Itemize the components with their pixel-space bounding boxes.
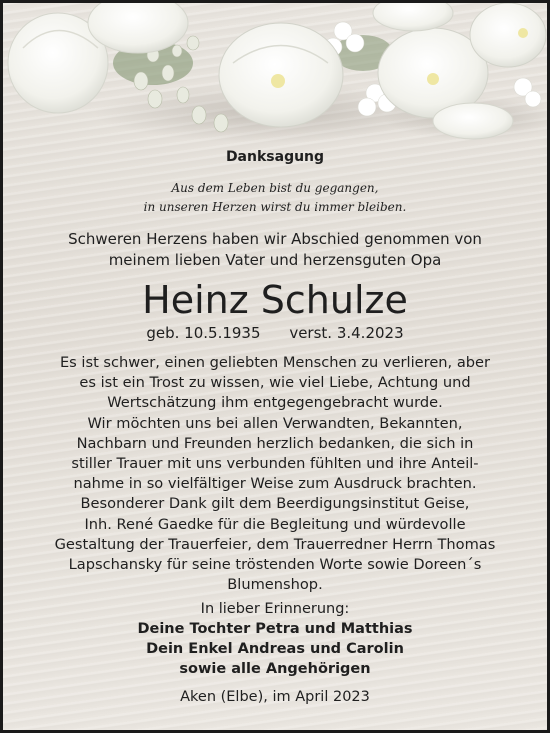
body-line: nahme in so vielfältiger Weise zum Ausdruck brachten.	[73, 475, 477, 493]
body-line: Inh. René Gaedke für die Begleitung und würdevolle	[84, 515, 466, 533]
body-line: Es ist schwer, einen geliebten Menschen zu verlieren, aber	[59, 354, 491, 371]
deceased-name: Heinz Schulze	[142, 278, 408, 322]
body-line: Lapschansky für seine tröstenden Worte sowie Doreen´s	[68, 556, 482, 574]
body-line: Besonderer Dank gilt dem Beerdigungsinstitut Geise,	[80, 495, 470, 513]
body-line: Wir möchten uns bei allen Verwandten, Bekannten,	[87, 414, 463, 432]
birth-date: geb. 10.5.1935	[146, 324, 261, 342]
closing-block	[3, 599, 547, 679]
signer-line: sowie alle Angehörigen	[179, 661, 371, 677]
body-line: Gestaltung der Trauerfeier, dem Trauerredner Herrn Thomas	[54, 535, 496, 553]
signer-line: Dein Enkel Andreas und Carolin	[146, 641, 404, 657]
life-dates	[3, 323, 547, 343]
thanks-text	[23, 353, 527, 595]
intro-line: Schweren Herzens haben wir Abschied genommen von	[68, 230, 482, 248]
death-date: verst. 3.4.2023	[289, 324, 404, 342]
body-line: Nachbarn und Freunden herzlich bedanken, die sich in	[76, 434, 474, 452]
body-line: Wertschätzung ihm entgegengebracht wurde.	[107, 394, 443, 412]
body-line: Blumenshop.	[227, 576, 323, 594]
intro-text	[3, 229, 547, 271]
signer-line: Deine Tochter Petra und Matthias	[137, 621, 413, 637]
body-line: stiller Trauer mit uns verbunden fühlten und ihre Anteil-	[71, 455, 479, 473]
closing-intro: In lieber Erinnerung:	[200, 601, 350, 617]
white-tulips-image	[3, 3, 547, 143]
quote-line: in unseren Herzen wirst du immer bleiben.	[143, 200, 407, 214]
heading: Danksagung	[225, 149, 325, 165]
intro-line: meinem lieben Vater und herzensguten Opa	[108, 251, 442, 269]
body-line: es ist ein Trost zu wissen, wie viel Liebe, Achtung und	[79, 374, 471, 392]
quote	[3, 179, 547, 217]
place-date: Aken (Elbe), im April 2023	[180, 689, 370, 705]
quote-line: Aus dem Leben bist du gegangen,	[171, 181, 379, 195]
